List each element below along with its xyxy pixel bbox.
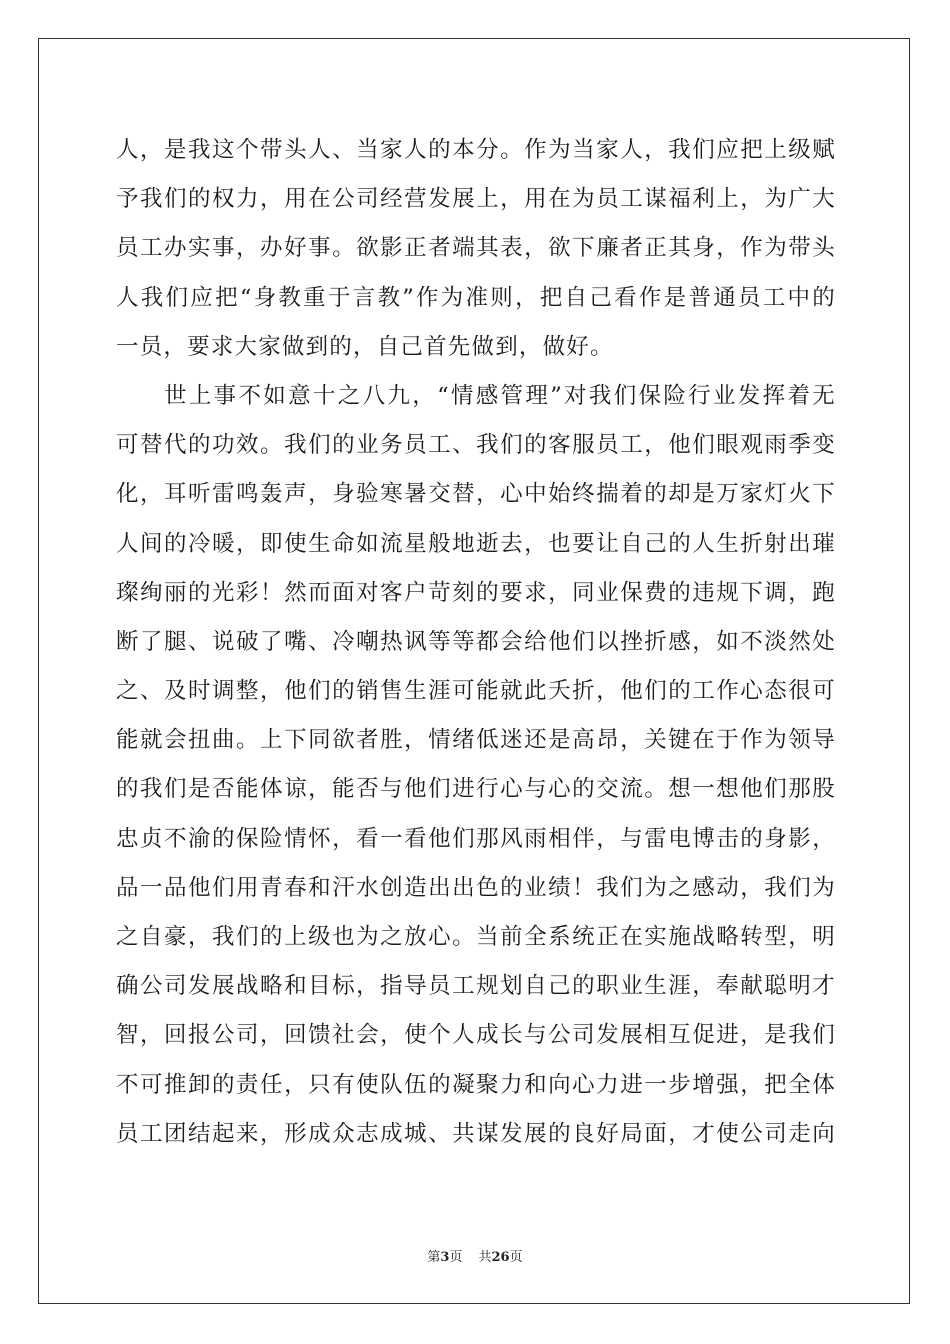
total-pages: 26 (491, 1250, 510, 1265)
text-line: 确公司发展战略和目标，指导员工规划自己的职业生涯，奉献聪明才 (116, 973, 836, 1000)
text-line: 一员，要求大家做到的，自己首先做到，做好。 (116, 333, 614, 360)
text-line: 化，耳听雷鸣轰声，身验寒暑交替，心中始终揣着的却是万家灯火下 (116, 481, 836, 508)
text-line: 品一品他们用青春和汗水创造出出色的业绩！我们为之感动，我们为 (116, 874, 836, 901)
text-line: 智，回报公司，回馈社会，使个人成长与公司发展相互促进，是我们 (116, 1022, 836, 1049)
page-suffix: 页 (449, 1250, 463, 1265)
text-line: 可替代的功效。我们的业务员工、我们的客服员工，他们眼观雨季变 (116, 432, 836, 459)
text-line: 员工团结起来，形成众志成城、共谋发展的良好局面，才使公司走向 (116, 1120, 836, 1147)
total-suffix: 页 (509, 1250, 523, 1265)
text-line: 世上事不如意十之八九，“情感管理”对我们保险行业发挥着无 (164, 382, 836, 409)
page-number: 3 (440, 1250, 450, 1265)
text-line: 的我们是否能体谅，能否与他们进行心与心的交流。想一想他们那股 (116, 776, 836, 803)
text-line: 不可推卸的责任，只有使队伍的凝聚力和向心力进一步增强，把全体 (116, 1071, 836, 1098)
page-footer (0, 1246, 950, 1265)
text-line: 予我们的权力，用在公司经营发展上，用在为员工谋福利上，为广大 (116, 186, 836, 213)
text-line: 之自豪，我们的上级也为之放心。当前全系统正在实施战略转型，明 (116, 924, 836, 950)
text-line: 断了腿、说破了嘴、冷嘲热讽等等都会给他们以挫折感，如不淡然处 (116, 628, 836, 655)
text-line: 璨绚丽的光彩！然而面对客户苛刻的要求，同业保费的违规下调，跑 (116, 579, 836, 606)
text-line: 忠贞不渝的保险情怀，看一看他们那风雨相伴，与雷电博击的身影， (116, 825, 836, 852)
text-line: 人间的冷暖，即使生命如流星般地逝去，也要让自己的人生折射出璀 (116, 530, 836, 557)
total-prefix: 共 (478, 1250, 492, 1265)
text-line: 之、及时调整，他们的销售生涯可能就此夭折，他们的工作心态很可 (116, 678, 836, 705)
page-prefix: 第 (427, 1250, 441, 1265)
text-line: 能就会扭曲。上下同欲者胜，情绪低迷还是高昂，关键在于作为领导 (116, 727, 836, 754)
text-line: 员工办实事，办好事。欲影正者端其表，欲下廉者正其身，作为带头 (116, 235, 836, 262)
text-line: 人我们应把“身教重于言教”作为准则，把自己看作是普通员工中的 (116, 284, 836, 311)
text-line: 人，是我这个带头人、当家人的本分。作为当家人，我们应把上级赋 (116, 137, 836, 163)
document-body (116, 126, 836, 1159)
